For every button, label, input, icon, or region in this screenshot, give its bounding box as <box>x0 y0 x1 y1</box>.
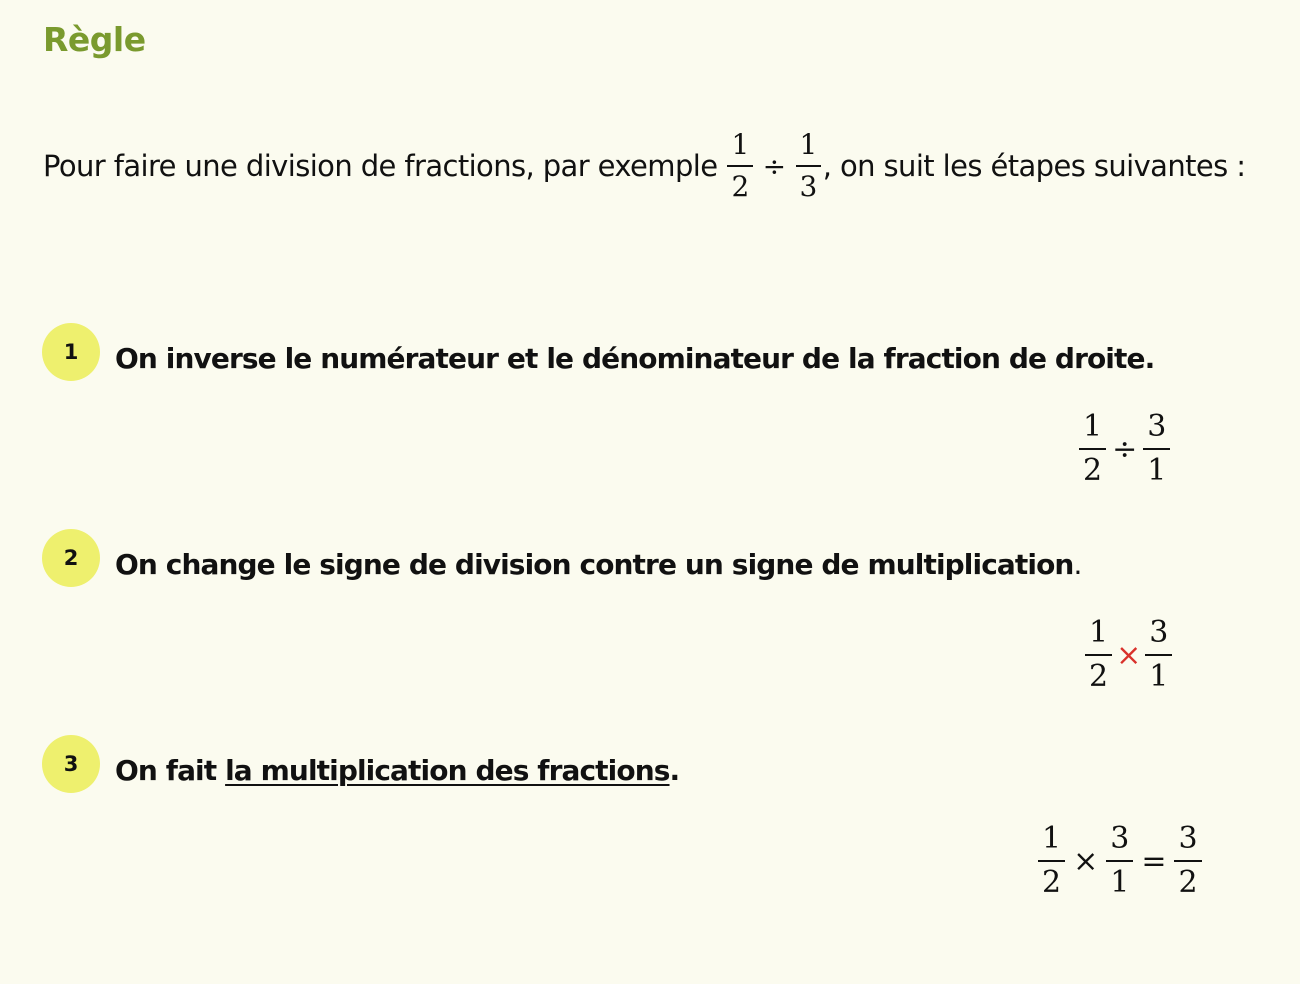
multiplication-operator: × <box>1073 843 1099 879</box>
numerator: 3 <box>1174 824 1201 862</box>
denominator: 2 <box>1083 453 1103 488</box>
fraction-right-inverted <box>1143 409 1170 488</box>
step-1-text: On inverse le numérateur et le dénominateur de la fraction de droite. <box>115 341 1155 375</box>
rule-heading: Règle <box>43 20 146 59</box>
step-3-text-end: . <box>669 753 680 787</box>
numerator: 1 <box>1085 618 1112 656</box>
step-number-badge: 2 <box>42 529 100 587</box>
division-operator: ÷ <box>1112 431 1138 467</box>
denominator: 1 <box>1147 453 1167 488</box>
fraction-left <box>1085 615 1112 694</box>
denominator: 2 <box>1178 865 1198 900</box>
step-2-text <box>115 548 1081 581</box>
fraction-left <box>1038 821 1065 900</box>
numerator: 3 <box>1106 824 1133 862</box>
denominator: 2 <box>731 170 749 203</box>
intro-paragraph <box>43 122 1245 210</box>
step-2-text-main: On change le signe de division contre un signe de multiplication <box>115 547 1074 581</box>
denominator: 3 <box>799 170 817 203</box>
denominator: 2 <box>1089 659 1109 694</box>
denominator: 2 <box>1042 865 1062 900</box>
fraction-right <box>1145 615 1172 694</box>
denominator: 1 <box>1149 659 1169 694</box>
step-3-text <box>115 754 679 787</box>
intro-text-before: Pour faire une division de fractions, par exemple <box>43 149 718 183</box>
step-3 <box>42 735 679 793</box>
intro-text-after: , on suit les étapes suivantes : <box>822 149 1246 183</box>
step-2-text-end: . <box>1073 547 1082 581</box>
numerator: 1 <box>1079 412 1106 450</box>
fraction-multiplication-link[interactable]: la multiplication des fractions <box>225 753 670 787</box>
fraction-one-third <box>796 128 821 203</box>
fraction-right <box>1106 821 1133 900</box>
equals-sign: = <box>1141 843 1167 879</box>
step-2 <box>42 529 1081 587</box>
step-2-formula <box>1085 615 1172 694</box>
division-operator: ÷ <box>762 149 786 183</box>
multiplication-operator: × <box>1116 637 1142 673</box>
intro-example-formula <box>727 128 820 203</box>
denominator: 1 <box>1110 865 1130 900</box>
step-number-badge: 3 <box>42 735 100 793</box>
fraction-left <box>1079 409 1106 488</box>
fraction-result <box>1174 821 1201 900</box>
step-number-badge: 1 <box>42 323 100 381</box>
fraction-one-half <box>727 128 752 203</box>
numerator: 1 <box>1038 824 1065 862</box>
step-1-formula <box>1079 409 1170 488</box>
step-3-text-before: On fait <box>115 753 226 787</box>
numerator: 1 <box>727 131 752 167</box>
step-1 <box>42 323 1154 381</box>
numerator: 1 <box>796 131 821 167</box>
numerator: 3 <box>1143 412 1170 450</box>
step-3-formula <box>1038 821 1202 900</box>
numerator: 3 <box>1145 618 1172 656</box>
